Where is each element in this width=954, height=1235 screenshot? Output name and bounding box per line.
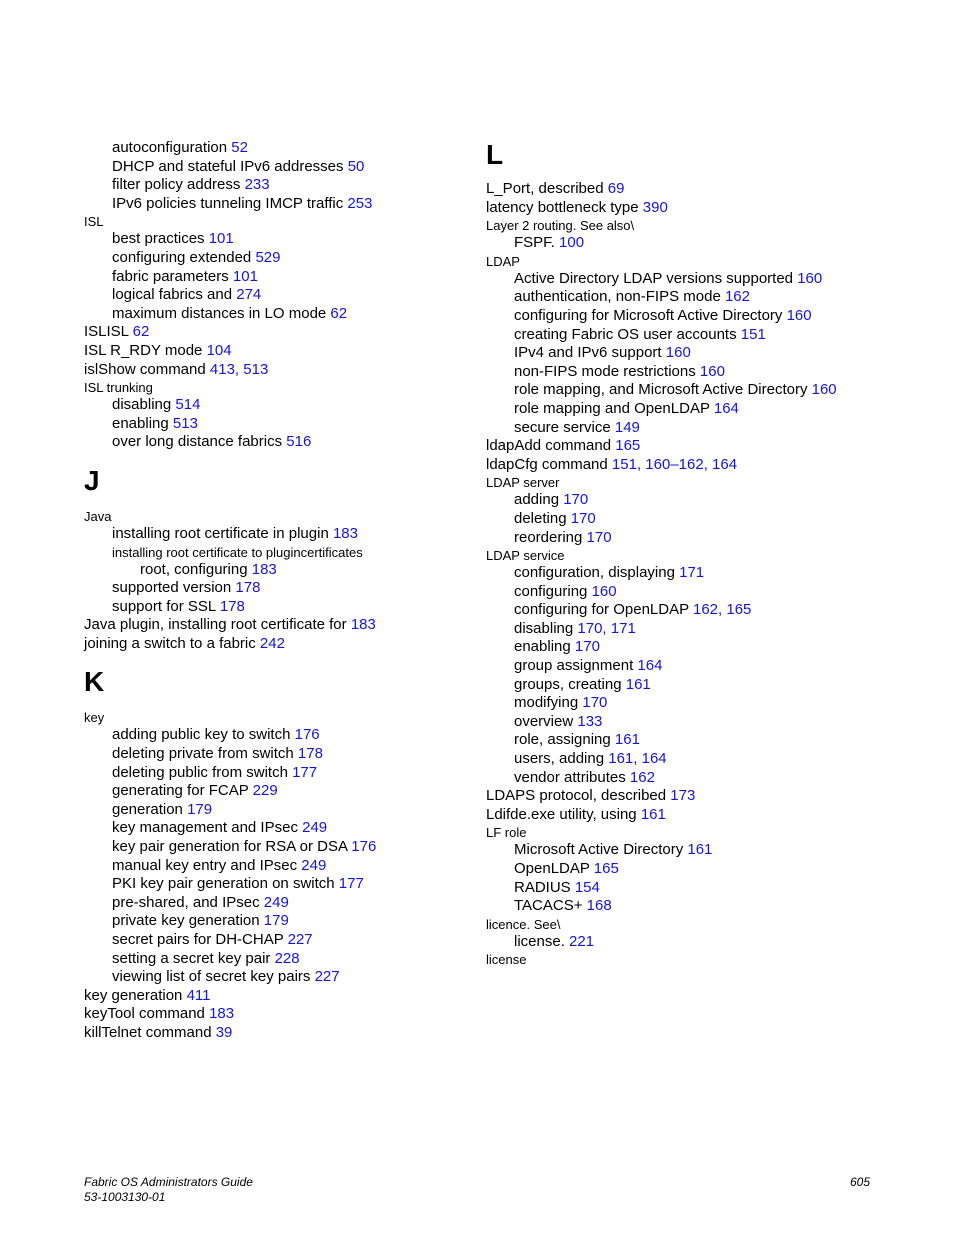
index-entry-label: joining a switch to a fabric bbox=[84, 634, 260, 652]
page-link[interactable]: 253 bbox=[347, 194, 373, 212]
page-separator: , bbox=[633, 750, 642, 768]
index-subentry bbox=[84, 745, 464, 764]
index-entry-label: LDAP service bbox=[486, 548, 565, 564]
index-entry-label: IPv6 policies tunneling IMCP traffic bbox=[112, 194, 348, 212]
index-entry-label: reordering bbox=[514, 528, 587, 546]
page-link[interactable]: 249 bbox=[263, 893, 289, 911]
index-subentry bbox=[486, 363, 926, 382]
page-link[interactable]: 161 bbox=[614, 731, 640, 749]
page-link[interactable]: 160 bbox=[645, 455, 671, 473]
page-separator: , bbox=[234, 360, 244, 378]
index-entry bbox=[486, 217, 926, 234]
index-entry-label: maximum distances in LO mode bbox=[112, 304, 331, 322]
index-entry bbox=[486, 199, 926, 218]
index-section-letter: L bbox=[486, 139, 504, 170]
index-entry-label: modifying bbox=[514, 694, 583, 712]
page-link[interactable]: 529 bbox=[255, 248, 281, 266]
index-subentry bbox=[84, 305, 464, 324]
index-entry-label: configuring extended bbox=[112, 248, 256, 266]
page-link[interactable]: 228 bbox=[274, 949, 300, 967]
index-subentry bbox=[486, 601, 926, 620]
page-link[interactable]: 229 bbox=[252, 782, 278, 800]
index-entry-label: islShow command bbox=[84, 360, 210, 378]
page-link[interactable]: 151 bbox=[740, 325, 766, 343]
index-entry-label: setting a secret key pair bbox=[112, 949, 275, 967]
index-entry-label: groups, creating bbox=[514, 675, 626, 693]
page-link[interactable]: 176 bbox=[294, 726, 320, 744]
index-subentry bbox=[84, 158, 464, 177]
page-link[interactable]: 242 bbox=[259, 634, 285, 652]
index-entry-label: enabling bbox=[112, 414, 173, 432]
index-entry bbox=[486, 806, 926, 825]
index-subentry bbox=[84, 525, 464, 544]
page-link[interactable]: 513 bbox=[172, 414, 198, 432]
page-link[interactable]: 62 bbox=[330, 304, 348, 322]
page-link[interactable]: 168 bbox=[586, 897, 612, 915]
index-subentry bbox=[84, 249, 464, 268]
footer-title: Fabric OS Administrators Guide bbox=[84, 1175, 253, 1189]
index-subentry bbox=[84, 782, 464, 801]
index-subentry bbox=[486, 933, 926, 952]
page-link[interactable]: 162 bbox=[724, 288, 750, 306]
page-link[interactable]: 516 bbox=[286, 433, 312, 451]
index-entry-label: Java plugin, installing root certificate for bbox=[84, 616, 351, 634]
index-entry-label: IPv4 and IPv6 support bbox=[514, 344, 666, 362]
index-entry-label: LDAP server bbox=[486, 475, 560, 491]
page-link[interactable]: 161 bbox=[608, 750, 634, 768]
page-link[interactable]: 160 bbox=[811, 381, 837, 399]
index-subentry bbox=[486, 860, 926, 879]
index-entry-label: supported version bbox=[112, 579, 236, 597]
page-link[interactable]: 514 bbox=[175, 396, 201, 414]
page-link[interactable]: 164 bbox=[712, 455, 738, 473]
index-entry-label: FSPF. bbox=[514, 234, 560, 252]
page-link[interactable]: 100 bbox=[559, 234, 585, 252]
page-link[interactable]: 178 bbox=[297, 745, 323, 763]
page-link[interactable]: 170 bbox=[574, 638, 600, 656]
index-entry-label: ldapAdd command bbox=[486, 437, 616, 455]
index-entry-label: LDAP bbox=[486, 253, 520, 269]
page-separator: , bbox=[703, 455, 713, 473]
index-entry-label: logical fabrics and bbox=[112, 286, 237, 304]
index-subentry bbox=[486, 769, 926, 788]
index-entry-label: key generation bbox=[84, 986, 187, 1004]
index-entry bbox=[84, 987, 464, 1006]
index-entry bbox=[84, 635, 464, 654]
page-link[interactable]: 160 bbox=[591, 582, 617, 600]
page-link[interactable]: 183 bbox=[209, 1005, 235, 1023]
index-entry-label: Microsoft Active Directory bbox=[514, 841, 688, 859]
index-entry-label: ISL bbox=[84, 214, 104, 230]
index-entry-label: role, assigning bbox=[514, 731, 615, 749]
page-link[interactable]: 162 bbox=[678, 455, 704, 473]
index-entry bbox=[486, 253, 926, 270]
index-subentry bbox=[84, 912, 464, 931]
page-link[interactable]: 227 bbox=[314, 968, 340, 986]
index-subentry bbox=[486, 326, 926, 345]
page-link[interactable]: 170 bbox=[577, 619, 603, 637]
index-entry-label: installing root certificate to plugincertificates bbox=[112, 544, 363, 560]
index-entry-label: configuring for OpenLDAP bbox=[514, 601, 693, 619]
index-subentry bbox=[84, 968, 464, 987]
index-entry-label: license. bbox=[514, 932, 570, 950]
index-entry-label: TACACS+ bbox=[514, 897, 587, 915]
page-link[interactable]: 173 bbox=[670, 787, 696, 805]
index-subentry bbox=[486, 657, 926, 676]
index-entry-label: generation bbox=[112, 800, 188, 818]
page-link[interactable]: 390 bbox=[642, 198, 668, 216]
index-entry-label: LDAPS protocol, described bbox=[486, 787, 671, 805]
index-subentry bbox=[486, 510, 926, 529]
index-entry-label: viewing list of secret key pairs bbox=[112, 968, 315, 986]
index-subentry bbox=[84, 764, 464, 783]
index-entry-label: creating Fabric OS user accounts bbox=[514, 325, 741, 343]
page-link[interactable]: 160 bbox=[786, 306, 812, 324]
index-subentry bbox=[486, 419, 926, 438]
index-subentry bbox=[486, 879, 926, 898]
index-entry-label: installing root certificate in plugin bbox=[112, 524, 333, 542]
index-entry-label: fabric parameters bbox=[112, 267, 233, 285]
page-link[interactable]: 170 bbox=[563, 491, 589, 509]
page-link[interactable]: 160 bbox=[665, 344, 691, 362]
page-link[interactable]: 183 bbox=[251, 560, 277, 578]
page-link[interactable]: 162 bbox=[693, 601, 719, 619]
page-link[interactable]: 165 bbox=[615, 437, 641, 455]
page-link[interactable]: 62 bbox=[132, 323, 150, 341]
index-entry-label: secret pairs for DH-CHAP bbox=[112, 931, 288, 948]
index-entry bbox=[84, 508, 464, 525]
page-link[interactable]: 151 bbox=[611, 455, 637, 473]
index-entry-label: role mapping, and Microsoft Active Directory bbox=[514, 381, 812, 399]
page-link[interactable]: 149 bbox=[614, 418, 640, 436]
index-subentry bbox=[486, 270, 926, 289]
page-link[interactable]: 411 bbox=[186, 986, 211, 1004]
index-subentry bbox=[486, 694, 926, 713]
index-subentry bbox=[84, 838, 464, 857]
index-entry-label: deleting private from switch bbox=[112, 745, 298, 763]
index-entry-label: OpenLDAP bbox=[514, 860, 594, 877]
index-entry-label: killTelnet command bbox=[84, 1023, 216, 1041]
page-link[interactable]: 171 bbox=[679, 564, 705, 582]
index-entry-label: role mapping and OpenLDAP bbox=[514, 399, 714, 417]
index-entry-label: DHCP and stateful IPv6 addresses bbox=[112, 157, 348, 175]
index-entry bbox=[84, 709, 464, 726]
index-subentry bbox=[84, 139, 464, 158]
index-entry bbox=[84, 1005, 464, 1024]
page-link[interactable]: 101 bbox=[208, 230, 234, 248]
index-subentry bbox=[486, 529, 926, 548]
index-entry-label: group assignment bbox=[514, 657, 638, 675]
page-link[interactable]: 274 bbox=[236, 286, 262, 304]
page-link[interactable]: 176 bbox=[351, 838, 377, 856]
page-link[interactable]: 154 bbox=[574, 878, 600, 896]
index-entry-label: adding public key to switch bbox=[112, 726, 295, 744]
index-entry-label: Java bbox=[84, 508, 112, 524]
index-entry-label: configuring for Microsoft Active Directory bbox=[514, 306, 787, 324]
index-entry-label: secure service bbox=[514, 418, 615, 436]
index-entry-label: keyTool command bbox=[84, 1005, 210, 1023]
page-link[interactable]: 413 bbox=[209, 360, 235, 378]
page-link[interactable]: 161 bbox=[625, 675, 651, 693]
index-entry-label: configuration, displaying bbox=[514, 564, 680, 582]
index-entry bbox=[486, 916, 926, 933]
page-link[interactable]: 227 bbox=[287, 931, 313, 948]
index-entry-label: best practices bbox=[112, 230, 209, 248]
page-separator: , bbox=[718, 601, 727, 619]
page-link[interactable]: 179 bbox=[263, 912, 289, 930]
index-entry bbox=[486, 437, 926, 456]
index-entry bbox=[486, 547, 926, 564]
index-subentry bbox=[84, 819, 464, 838]
page-link[interactable]: 178 bbox=[219, 597, 245, 615]
page-link[interactable]: 162 bbox=[629, 768, 655, 786]
index-entry bbox=[84, 213, 464, 230]
index-entry-label: licence. See\ bbox=[486, 916, 561, 932]
index-entry bbox=[84, 1024, 464, 1043]
page-link[interactable]: 50 bbox=[347, 157, 365, 175]
index-entry bbox=[486, 474, 926, 491]
index-entry-label: disabling bbox=[112, 396, 176, 414]
index-subentry bbox=[486, 400, 926, 419]
index-entry-label: vendor attributes bbox=[514, 768, 630, 786]
index-entry-label: filter policy address bbox=[112, 176, 245, 194]
index-entry-label: authentication, non-FIPS mode bbox=[514, 288, 725, 306]
index-entry bbox=[84, 361, 464, 380]
page-link[interactable]: 249 bbox=[301, 856, 327, 874]
index-column-left bbox=[84, 139, 464, 1043]
index-entry-label: non-FIPS mode restrictions bbox=[514, 362, 700, 380]
index-subentry bbox=[486, 676, 926, 695]
index-entry-label: enabling bbox=[514, 638, 575, 656]
index-subentry bbox=[84, 561, 464, 580]
index-entry bbox=[486, 456, 926, 475]
index-entry-label: PKI key pair generation on switch bbox=[112, 875, 339, 893]
index-subentry bbox=[84, 931, 464, 950]
index-entry-label: support for SSL bbox=[112, 597, 220, 615]
index-subentry bbox=[486, 344, 926, 363]
page-link[interactable]: 161 bbox=[640, 805, 666, 823]
index-entry-label: configuring bbox=[514, 582, 592, 600]
page-link[interactable]: 164 bbox=[641, 750, 667, 768]
page-link[interactable]: 69 bbox=[607, 180, 625, 197]
footer-doc-info bbox=[84, 1175, 253, 1205]
index-subentry bbox=[486, 583, 926, 602]
page-separator: – bbox=[670, 455, 679, 473]
index-subentry bbox=[84, 195, 464, 214]
index-subentry bbox=[486, 288, 926, 307]
footer-doc-number: 53-1003130-01 bbox=[84, 1190, 166, 1204]
index-entry-label: RADIUS bbox=[514, 878, 575, 896]
page-link[interactable]: 52 bbox=[231, 139, 248, 156]
page-link[interactable]: 160 bbox=[699, 362, 725, 380]
page-link[interactable]: 133 bbox=[577, 712, 603, 730]
index-entry-label: latency bottleneck type bbox=[486, 198, 643, 216]
page-link[interactable]: 183 bbox=[332, 524, 358, 542]
page-link[interactable]: 164 bbox=[637, 657, 663, 675]
index-entry-label: private key generation bbox=[112, 912, 264, 930]
index-entry-label: disabling bbox=[514, 619, 578, 637]
index-subentry bbox=[84, 415, 464, 434]
index-entry bbox=[84, 342, 464, 361]
index-entry-label: key bbox=[84, 710, 105, 726]
index-subentry bbox=[486, 731, 926, 750]
page-link[interactable]: 165 bbox=[593, 860, 619, 877]
index-entry-label: autoconfiguration bbox=[112, 139, 232, 156]
page-link[interactable]: 170 bbox=[586, 528, 612, 546]
index-subentry bbox=[486, 750, 926, 769]
page-link[interactable]: 104 bbox=[206, 341, 232, 359]
page-link[interactable]: 179 bbox=[187, 800, 213, 818]
page-link[interactable]: 170 bbox=[570, 509, 596, 527]
index-entry bbox=[486, 951, 926, 968]
page-link[interactable]: 249 bbox=[302, 819, 328, 837]
page-separator: , bbox=[602, 619, 611, 637]
index-subentry bbox=[486, 307, 926, 326]
index-entry-label: overview bbox=[514, 712, 578, 730]
page-link[interactable]: 161 bbox=[687, 841, 713, 859]
index-entry-label: users, adding bbox=[514, 750, 609, 768]
index-subentry bbox=[84, 950, 464, 969]
index-entry-label: manual key entry and IPsec bbox=[112, 856, 302, 874]
index-subentry bbox=[486, 491, 926, 510]
index-entry-label: L_Port, described bbox=[486, 180, 608, 197]
index-subentry bbox=[84, 894, 464, 913]
index-subentry bbox=[486, 713, 926, 732]
page-link[interactable]: 164 bbox=[713, 399, 739, 417]
index-subentry bbox=[84, 544, 464, 561]
index-entry-label: Active Directory LDAP versions supported bbox=[514, 269, 798, 287]
index-entry bbox=[84, 616, 464, 635]
index-entry-label: Layer 2 routing. See also\ bbox=[486, 218, 635, 234]
index-entry bbox=[486, 824, 926, 841]
index-entry-label: key management and IPsec bbox=[112, 819, 303, 837]
page-link[interactable]: 233 bbox=[244, 176, 270, 194]
index-subentry bbox=[84, 396, 464, 415]
index-entry-label: pre-shared, and IPsec bbox=[112, 893, 264, 911]
index-entry bbox=[84, 323, 464, 342]
page-separator: , bbox=[636, 455, 646, 473]
index-entry-label: ISLISL bbox=[84, 323, 133, 341]
index-entry-label: license bbox=[486, 952, 527, 968]
index-entry bbox=[486, 180, 926, 199]
page-link[interactable]: 39 bbox=[215, 1023, 233, 1041]
index-subentry bbox=[486, 841, 926, 860]
page-link[interactable]: 177 bbox=[292, 763, 318, 781]
index-subentry bbox=[84, 598, 464, 617]
page-link[interactable]: 183 bbox=[350, 616, 376, 634]
index-subentry bbox=[84, 268, 464, 287]
page-link[interactable]: 170 bbox=[582, 694, 608, 712]
page-link[interactable]: 165 bbox=[726, 601, 752, 619]
page-link[interactable]: 177 bbox=[338, 875, 364, 893]
index-subentry bbox=[84, 286, 464, 305]
index-entry-label: ISL trunking bbox=[84, 380, 153, 396]
index-section-letter: J bbox=[84, 464, 100, 496]
index-subentry bbox=[486, 897, 926, 916]
index-column-right bbox=[486, 139, 926, 968]
page-link[interactable]: 178 bbox=[235, 579, 261, 597]
index-entry-label: adding bbox=[514, 491, 564, 509]
page-link[interactable]: 221 bbox=[569, 932, 595, 950]
index-entry bbox=[84, 379, 464, 396]
index-subentry bbox=[486, 620, 926, 639]
index-entry-label: ldapCfg command bbox=[486, 455, 612, 473]
page-link[interactable]: 101 bbox=[232, 267, 258, 285]
index-entry-label: ISL R_RDY mode bbox=[84, 341, 207, 359]
index-subentry bbox=[84, 857, 464, 876]
index-subentry bbox=[486, 234, 926, 253]
index-entry-label: key pair generation for RSA or DSA bbox=[112, 838, 352, 856]
index-entry-label: root, configuring bbox=[140, 560, 252, 578]
index-entry-label: deleting public from switch bbox=[112, 763, 293, 781]
index-subentry bbox=[84, 875, 464, 894]
index-subentry bbox=[486, 564, 926, 583]
index-subentry bbox=[84, 726, 464, 745]
page-link[interactable]: 160 bbox=[797, 269, 823, 287]
page-link[interactable]: 513 bbox=[243, 360, 269, 378]
index-subentry bbox=[84, 579, 464, 598]
index-subentry bbox=[84, 230, 464, 249]
index-entry bbox=[486, 787, 926, 806]
footer-page-number: 605 bbox=[849, 1175, 870, 1189]
index-entry-label: generating for FCAP bbox=[112, 782, 253, 800]
index-subentry bbox=[84, 801, 464, 820]
index-subentry bbox=[84, 433, 464, 452]
index-subentry bbox=[486, 381, 926, 400]
index-subentry bbox=[486, 638, 926, 657]
page-link[interactable]: 171 bbox=[610, 619, 636, 637]
index-section-letter: K bbox=[84, 666, 105, 698]
index-entry-label: deleting bbox=[514, 509, 571, 527]
index-entry-label: Ldifde.exe utility, using bbox=[486, 805, 641, 823]
index-subentry bbox=[84, 176, 464, 195]
index-entry-label: LF role bbox=[486, 825, 527, 841]
index-entry-label: over long distance fabrics bbox=[112, 433, 287, 451]
